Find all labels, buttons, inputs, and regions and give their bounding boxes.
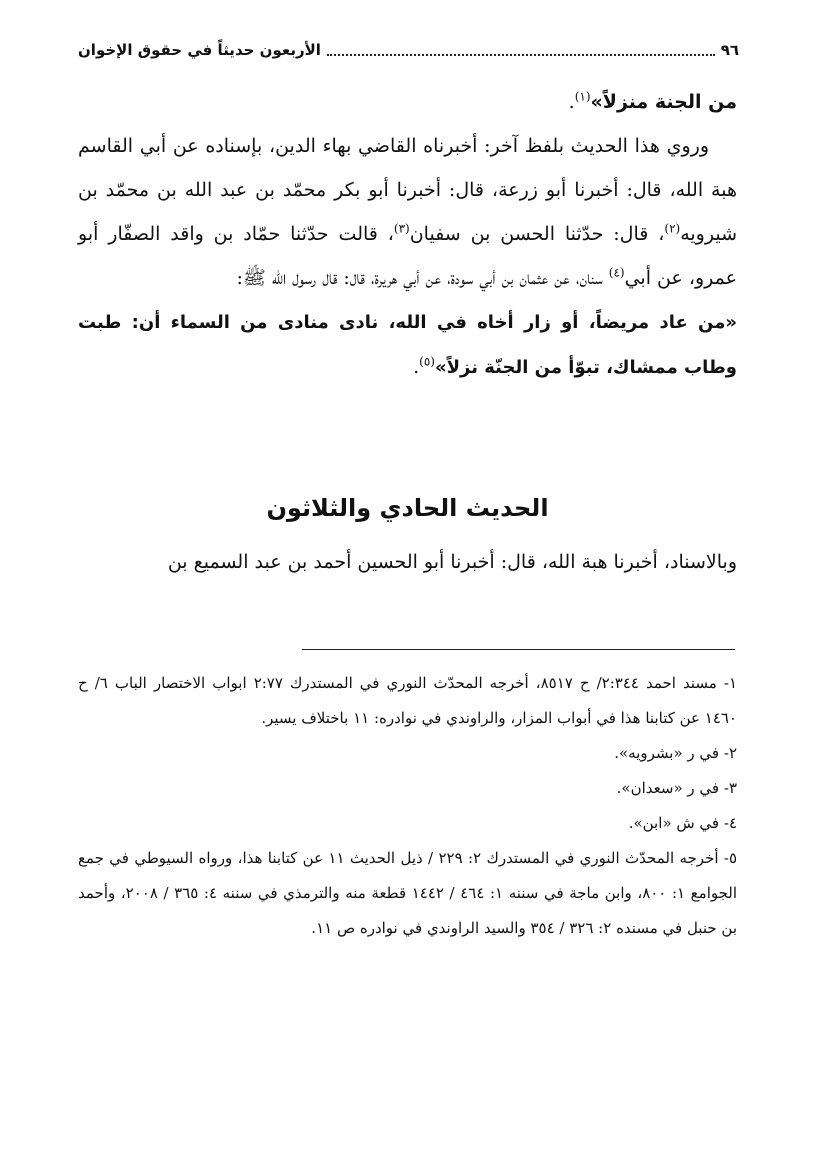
- footnotes: [78, 666, 737, 946]
- footnote-1: ١- مسند احمد ٢:٣٤٤/ ح ٨٥١٧، أخرجه المحدّث النوري في المستدرك ٢:٧٧ ابواب الاختصار الباب ٦/ ح ١٤٦٠ عن كتابنا هذا في أبواب المزار، والراوندي في نوادره: ١١ باختلاف يسير.: [78, 674, 737, 727]
- continuation-line: [78, 80, 737, 124]
- quote-period: .: [413, 356, 420, 378]
- footnote-ref-4: (٤): [608, 265, 625, 280]
- hadith-quote: «من عاد مريضاً، أو زار أخاه في الله، نادى منادى من السماء أن: طبت وطاب ممشاك، تبوّأ من الجنّة نزلاً»: [78, 312, 737, 378]
- running-title: الأربعون حديثاً في حقوق الإخوان: [78, 41, 321, 59]
- page-number: ٩٦: [720, 41, 739, 59]
- footnote-separator: [302, 649, 735, 650]
- narration-part-1: وروي هذا الحديث بلفظ آخر: أخبرناه القاضي بهاء الدين، بإسناده عن أبي القاسم هبة الله، قال: أخبرنا أبو زرعة، قال: أخبرنا أبو بكر محمّد بن عبد الله بن محمّد بن شيرويه: [78, 135, 737, 245]
- narration-part-2: ، قال: حدّثنا الحسن بن سفيان: [409, 223, 665, 245]
- narration-part-4: سنان، عن عثمان بن أبي سودة، عن أبي هريرة، قال: قال رسول الله ﷺ:: [236, 267, 609, 289]
- running-header: [78, 36, 739, 64]
- header-dot-leader: [327, 44, 715, 56]
- footnote-4: ٤- في ش «ابن».: [628, 814, 737, 832]
- narration-part-3: ، قالت حدّثنا حمّاد بن واقد الصفّار أبو عمرو، عن أبي: [78, 223, 737, 289]
- section-first-line: [78, 540, 737, 584]
- footnote-ref-3: (٣): [393, 221, 410, 236]
- footnote-3: ٣- في ر «سعدان».: [616, 779, 737, 797]
- narration-paragraph: [78, 124, 737, 300]
- continuation-period: .: [568, 91, 575, 113]
- main-text: [78, 80, 737, 390]
- footnote-5: ٥- أخرجه المحدّث النوري في المستدرك ٢: ٢٢٩ / ذيل الحديث ١١ عن كتابنا هذا، ورواه السيوطي في جمع الجوامع ١: ٨٠٠، وابن ماجة في سننه ١: ٤٦٤ / ١٤٤٢ قطعة منه والترمذي في سننه ٤: ٣٦٥ / ٢٠٠٨، وأحمد بن حنبل في مسنده ٢: ٣٢٦ / ٣٥٤ والسيد الراوندي في نوادره ص ١١.: [78, 849, 738, 937]
- footnote-2: ٢- في ر «بشرويه».: [614, 744, 737, 762]
- footnote-ref-1: (١): [574, 89, 591, 104]
- section-title: الحديث الحادي والثلاثون: [266, 494, 549, 522]
- continuation-quote: من الجنة منزلاً»: [590, 91, 737, 113]
- hadith-quote-paragraph: [78, 300, 737, 390]
- section-first-line-text: وبالاسناد، أخبرنا هبة الله، قال: أخبرنا أبو الحسين أحمد بن عبد السميع بن: [167, 551, 737, 573]
- footnote-ref-2: (٢): [664, 221, 681, 236]
- footnote-ref-5: (٥): [419, 354, 435, 369]
